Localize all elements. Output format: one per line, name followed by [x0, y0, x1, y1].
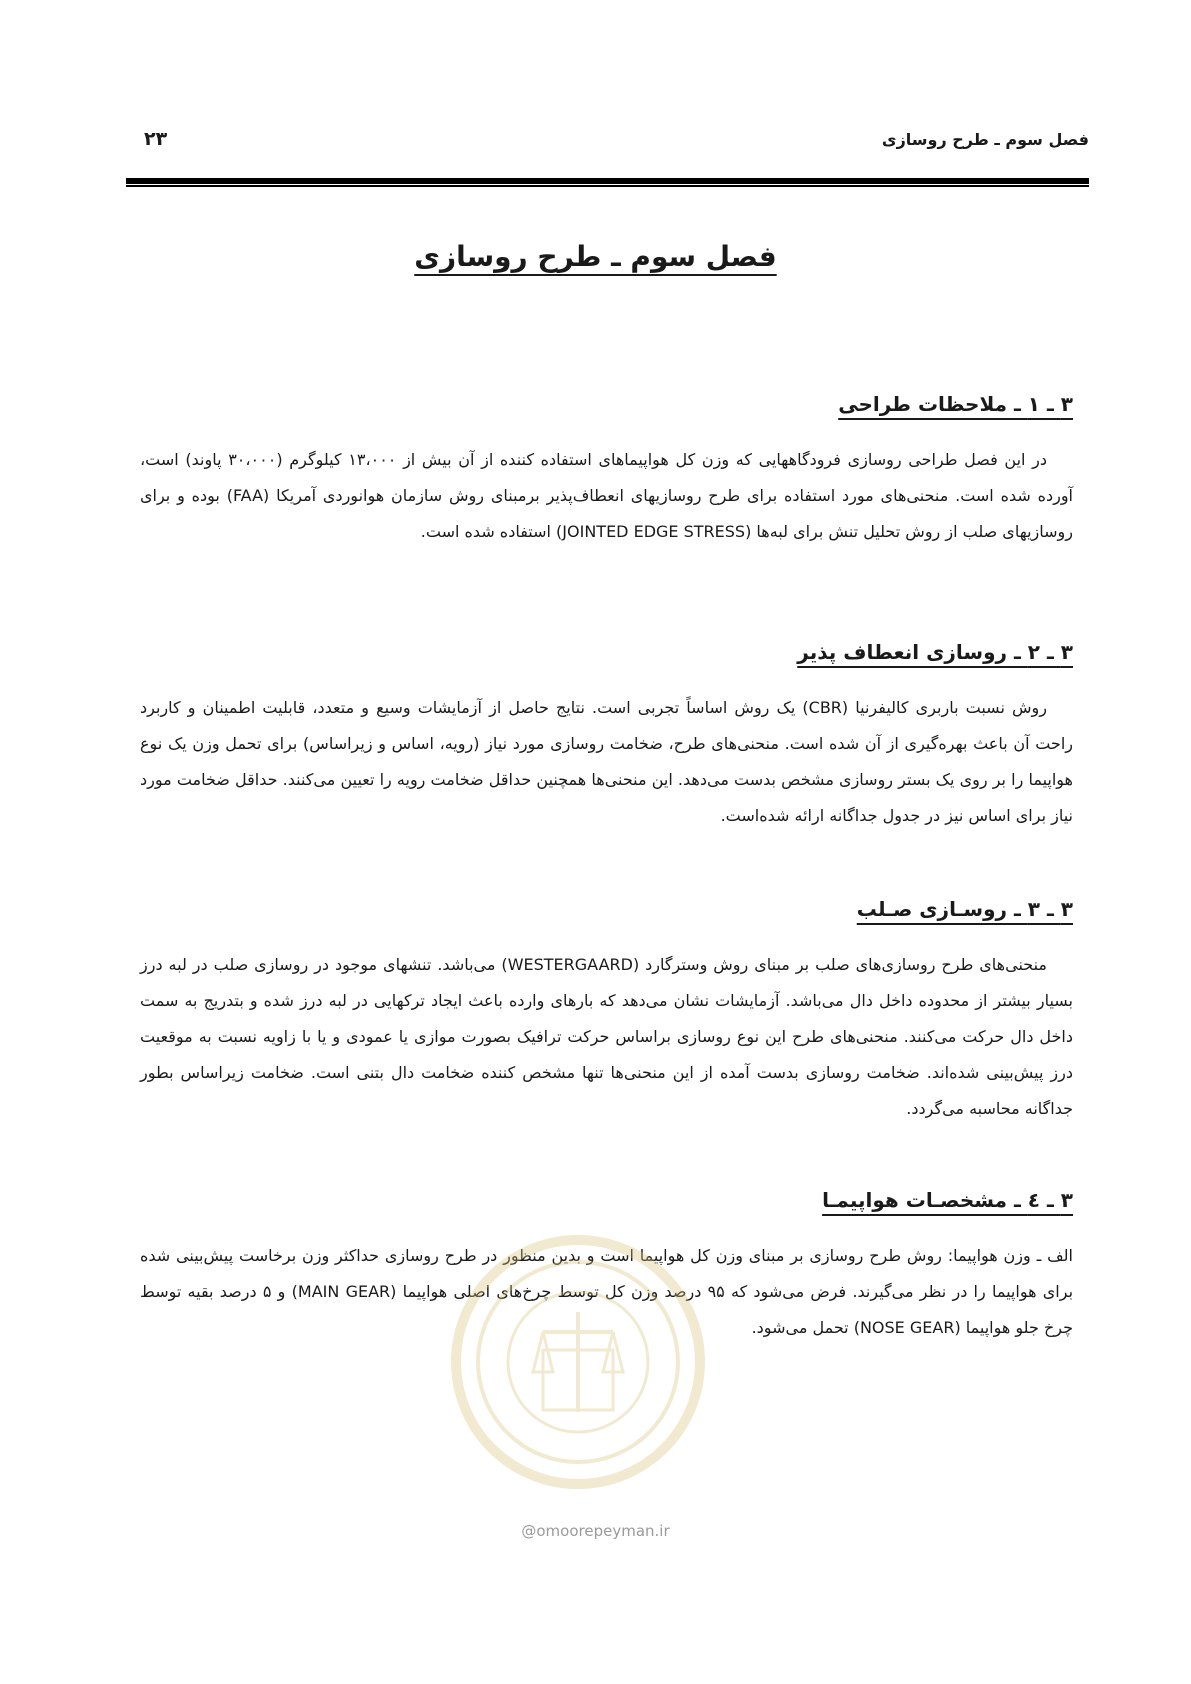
- list-item-label: الف ـ وزن هواپیما:: [947, 1246, 1074, 1265]
- section-design-considerations: [140, 392, 1073, 550]
- page-header: [126, 128, 1089, 158]
- section-body: منحنی‌های طرح روسازی‌های صلب بر مبنای روش وسترگارد (WESTERGAARD) می‌باشد. تنشهای موجود در روسازی صلب در لبه درز بسیار بیشتر از محدوده داخل دال می‌باشد. آزمایشات نشان می‌دهد که بارهای وارده باعث ایجاد ترکهایی در لبه درز شده و بتدریج به سمت داخل دال حرکت می‌کنند. منحنی‌های طرح این نوع روسازی براساس حرکت ترافیک بصورت موازی یا عمودی و یا با زاویه نسبت به موقعیت درز پیش‌بینی شده‌اند. ضخامت روسازی بدست آمده از این منحنی‌ها تنها مشخص کننده ضخامت دال بتنی است. ضخامت زیراساس بطور جداگانه محاسبه می‌گردد.: [140, 955, 1073, 1118]
- watermark-site: @omoorepeyman.ir: [521, 1522, 670, 1540]
- chapter-title: فصل سوم ـ طرح روسازی: [414, 240, 777, 273]
- page-number: ۲۳: [144, 128, 168, 150]
- section-flexible-pavement: [140, 640, 1073, 834]
- header-rule: [126, 178, 1089, 187]
- section-heading: ۳ ـ ۳ ـ روسـازی صـلب: [856, 897, 1073, 921]
- running-title: فصل سوم ـ طرح روسازی: [881, 130, 1089, 149]
- section-body: روش نسبت باربری کالیفرنیا (CBR) یک روش اساساً تجربی است. نتایج حاصل از آزمایشات وسیع و متعدد، قابلیت اطمینان و کاربرد راحت آن باعث بهره‌گیری از آن شده است. منحنی‌های طرح، ضخامت روسازی مورد نیاز (رویه، اساس و زیراساس) برای تحمل وزن یک نوع هواپیما را بر روی یک بستر روسازی مشخص بدست می‌دهد. این منحنی‌ها همچنین حداقل ضخامت رویه را تعیین می‌کنند. حداقل ضخامت مورد نیاز برای اساس نیز در جدول جداگانه ارائه شده‌است.: [140, 698, 1073, 825]
- list-item-text: روش طرح روسازی بر مبنای وزن کل هواپیما است و بدین منظور در طرح روسازی حداکثر وزن برخاست پیش‌بینی شده برای هواپیما را در نظر می‌گیرند. فرض می‌شود که ۹۵ درصد وزن کل توسط چرخ‌های اصلی هواپیما (MAIN GEAR) و ۵ درصد بقیه توسط چرخ جلو هواپیما (NOSE GEAR) تحمل می‌شود.: [140, 1246, 1074, 1337]
- section-rigid-pavement: [140, 897, 1073, 1127]
- section-body: در این فصل طراحی روسازی فرودگاههایی که وزن کل هواپیماهای استفاده کننده از آن بیش از ۱۳،۰۰۰ کیلوگرم (۳۰،۰۰۰ پاوند) است، آورده شده است. منحنی‌های مورد استفاده برای طرح روسازیهای انعطاف‌پذیر برمبنای روش سازمان هوانوردی آمریکا (FAA) بوده و برای روسازیهای صلب از روش تحلیل تنش برای لبه‌ها (JOINTED EDGE STRESS) استفاده شده است.: [140, 450, 1073, 541]
- section-heading: ۳ ـ ۲ ـ روسازی انعطاف پذیر: [797, 640, 1073, 664]
- section-heading: ۳ ـ ٤ ـ مشخصـات هواپیمـا: [822, 1188, 1073, 1212]
- seal-logo-icon: [448, 1232, 708, 1492]
- section-heading: ۳ ـ ۱ ـ ملاحظات طراحی: [838, 392, 1073, 416]
